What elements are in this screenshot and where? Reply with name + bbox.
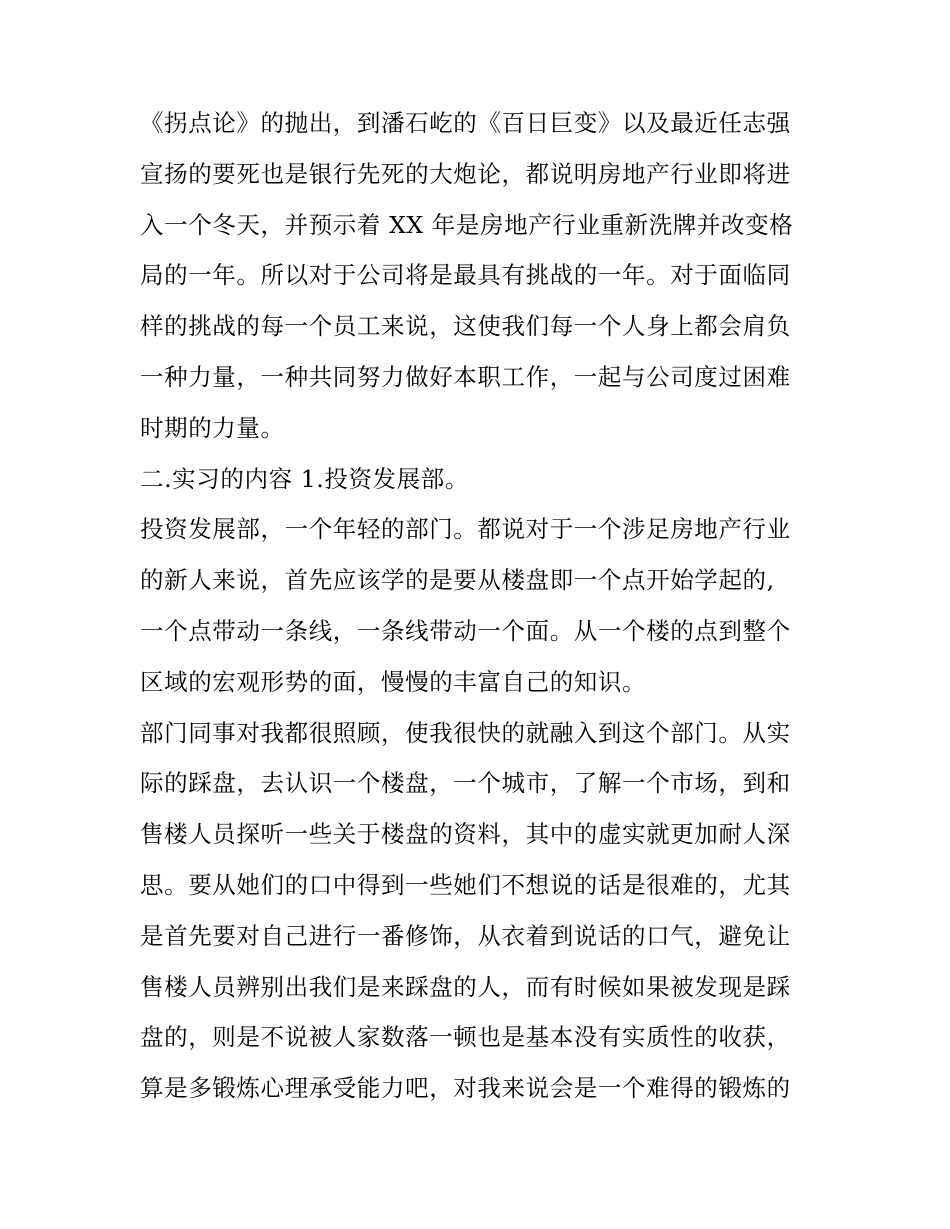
text-line: 盘的，则是不说被人家数落一顿也是基本没有实质性的收获， bbox=[140, 1023, 791, 1052]
text-line: 入一个冬天，并预示着 XX 年是房地产行业重新洗牌并改变格 bbox=[140, 210, 794, 239]
text-line: 算是多锻炼心理承受能力吧，对我来说会是一个难得的锻炼的 bbox=[140, 1074, 791, 1103]
text-line: 时期的力量。 bbox=[140, 413, 285, 442]
text-line: 一个点带动一条线，一条线带动一个面。从一个楼的点到整个 bbox=[140, 616, 791, 645]
text-line: 思。要从她们的口中得到一些她们不想说的话是很难的，尤其 bbox=[140, 870, 791, 899]
text-line: 部门同事对我都很照顾，使我很快的就融入到这个部门。从实 bbox=[140, 718, 791, 747]
section-heading: 二.实习的内容 1.投资发展部。 bbox=[140, 464, 469, 493]
text-line: 的新人来说，首先应该学的是要从楼盘即一个点开始学起的, bbox=[140, 566, 775, 595]
text-line: 《拐点论》的抛出，到潘石屹的《百日巨变》以及最近任志强 bbox=[140, 109, 791, 137]
body-text bbox=[140, 98, 815, 1114]
text-line: 际的踩盘，去认识一个楼盘，一个城市，了解一个市场，到和 bbox=[140, 769, 791, 798]
text-line: 样的挑战的每一个员工来说，这使我们每一个人身上都会肩负 bbox=[140, 312, 791, 341]
text-line: 局的一年。所以对于公司将是最具有挑战的一年。对于面临同 bbox=[140, 261, 791, 290]
text-line: 售楼人员辨别出我们是来踩盘的人，而有时候如果被发现是踩 bbox=[140, 972, 791, 1001]
text-line: 宣扬的要死也是银行先死的大炮论，都说明房地产行业即将进 bbox=[140, 159, 791, 188]
text-line: 是首先要对自己进行一番修饰，从衣着到说话的口气，避免让 bbox=[140, 921, 791, 950]
text-line: 一种力量，一种共同努力做好本职工作，一起与公司度过困难 bbox=[140, 362, 791, 391]
text-line: 投资发展部，一个年轻的部门。都说对于一个涉足房地产行业 bbox=[140, 515, 791, 544]
text-line: 售楼人员探听一些关于楼盘的资料，其中的虚实就更加耐人深 bbox=[140, 820, 791, 849]
text-line: 区域的宏观形势的面，慢慢的丰富自己的知识。 bbox=[140, 667, 647, 696]
